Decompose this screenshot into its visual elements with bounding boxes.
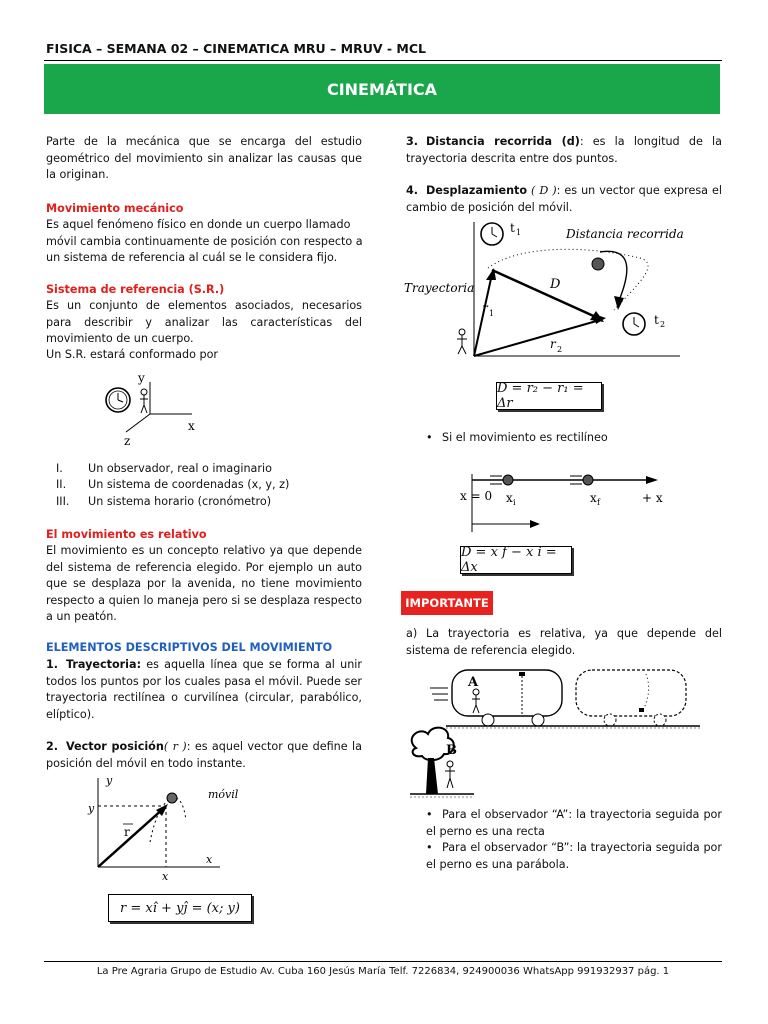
section-title-elementos: ELEMENTOS DESCRIPTIVOS DEL MOVIMIENTO [46,641,333,654]
importante-item-a: a) La trayectoria es relativa, ya que depende del sistema de referencia elegido. [406,627,722,657]
svg-text:móvil: móvil [208,788,239,801]
z-axis [126,414,150,432]
observer-icon [140,389,148,413]
section-title-sistema-referencia: Sistema de referencia (S.R.) [46,283,225,296]
clock-icon [481,223,503,245]
movil-icon [592,258,604,270]
svg-text:Distancia recorrida: Distancia recorrida [566,227,684,241]
z-axis-label: z [124,434,131,448]
rectilinear-formula: D = x f − x i = Δx [460,546,572,574]
position-vector-figure [80,772,240,882]
tree-icon [412,728,454,794]
svg-text:D: D [550,277,561,292]
document-header: FISICA – SEMANA 02 – CINEMATICA MRU – MRUV - MCL [46,41,427,56]
section-title-movimiento-mecanico: Movimiento mecánico [46,202,184,215]
svg-text:f: f [597,498,600,507]
svg-text:1: 1 [516,228,522,237]
elemento-distancia-recorrida: 3. Distancia recorrida (d): es la longitud de la trayectoria descrita entre dos puntos. [406,135,722,165]
svg-text:i: i [513,498,516,507]
svg-text:t: t [654,313,659,327]
clock-icon [623,313,645,335]
clock-icon [106,388,130,412]
svg-text:x: x [162,870,169,882]
section-title-relativo: El movimiento es relativo [46,528,207,541]
svg-text:t: t [510,221,515,235]
elemento-trayectoria: 1. Trayectoria: es aquella línea que se forma al unir todos los puntos por los cuales pasa el móvil. Puede ser trayectoria rectilínea o curvilínea (circular, parabólico, elíptico). [46,658,362,721]
title-banner [44,64,720,114]
footer-text: La Pre Agraria Grupo de Estudio Av. Cuba 160 Jesús María Telf. 7226834, 924900036 WhatsApp 991932937 pág. 1 [96,966,670,977]
relativo-text: El movimiento es un concepto relativo ya que depende del sistema de referencia elegido. Por ejemplo un auto que se desplaza por la avenida, no tiene movimiento respecto a quien lo maneja pero si se desplaza respecto a un peatón. [46,544,362,624]
footer-rule [44,961,722,962]
svg-text:B: B [446,743,457,758]
sr-item-1: I. Un observador, real o imaginario [56,462,272,475]
svg-text:2: 2 [660,320,666,329]
importante-badge: IMPORTANTE [401,591,493,615]
movil-icon [167,793,177,803]
elemento-vector-posicion: 2. Vector posición( r ): es aquel vector que define la posición del móvil en todo instante. [46,740,362,770]
displacement-figure [400,218,700,360]
y-axis-label: y [138,371,145,385]
train-figure [410,664,710,800]
elemento-desplazamiento: 4. Desplazamiento ( D ): es un vector que expresa el cambio de posición del móvil. [406,184,722,214]
svg-text:1: 1 [489,309,495,318]
x-axis-label: x [188,419,195,433]
svg-text:r: r [550,337,556,351]
speed-lines-icon [430,688,448,700]
sr-item-2: II. Un sistema de coordenadas (x, y, z) [56,478,290,491]
banner-title: CINEMÁTICA [326,79,438,99]
bullet-observador-a: • Para el observador “A”: la trayectoria seguida por el perno es una recta [426,808,722,838]
svg-text:+ x: + x [642,491,663,505]
intro-paragraph: Parte de la mecánica que se encarga del estudio geométrico del movimiento sin analizar las causas que la originan. [46,135,362,182]
svg-text:x: x [506,491,513,505]
wagon-ghost [576,670,686,716]
svg-text:r: r [482,301,488,315]
svg-text:x: x [206,853,213,866]
rectilinear-figure [450,466,700,532]
svg-text:A: A [468,675,479,690]
movimiento-mecanico-text: Es aquel fenómeno físico en donde un cuerpo llamado móvil cambia continuamente de posición con respecto a un sistema de referencia al cuál se le considera fijo. [46,218,363,265]
svg-text:x = 0: x = 0 [460,489,493,503]
svg-text:y: y [106,774,113,787]
header-rule [44,60,722,61]
sistema-referencia-text: Es un conjunto de elementos asociados, necesarios para describir y analizar las características del movimiento de un cuerpo. [46,299,362,346]
sr-item-3: III. Un sistema horario (cronómetro) [56,495,272,508]
position-vector-formula: r = xî + yĵ = (x; y) [108,894,252,922]
movil-icon [570,475,593,485]
svg-text:Trayectoria: Trayectoria [404,281,475,295]
sistema-referencia-text2: Un S.R. estará conformado por [46,348,219,361]
svg-text:x: x [590,491,597,505]
bullet-observador-b: • Para el observador “B”: la trayectoria seguida por el perno es una parábola. [426,841,722,871]
displacement-formula: D = r₂ − r₁ = Δr [496,382,602,410]
observer-icon [457,329,467,354]
svg-text:r: r [124,825,130,839]
movil-icon [490,475,513,485]
observer-icon [445,761,455,788]
bullet-rectilineo: • Si el movimiento es rectilíneo [426,431,608,444]
svg-text:y: y [88,802,95,815]
coordinate-system-figure [100,368,210,448]
svg-text:2: 2 [557,345,563,354]
